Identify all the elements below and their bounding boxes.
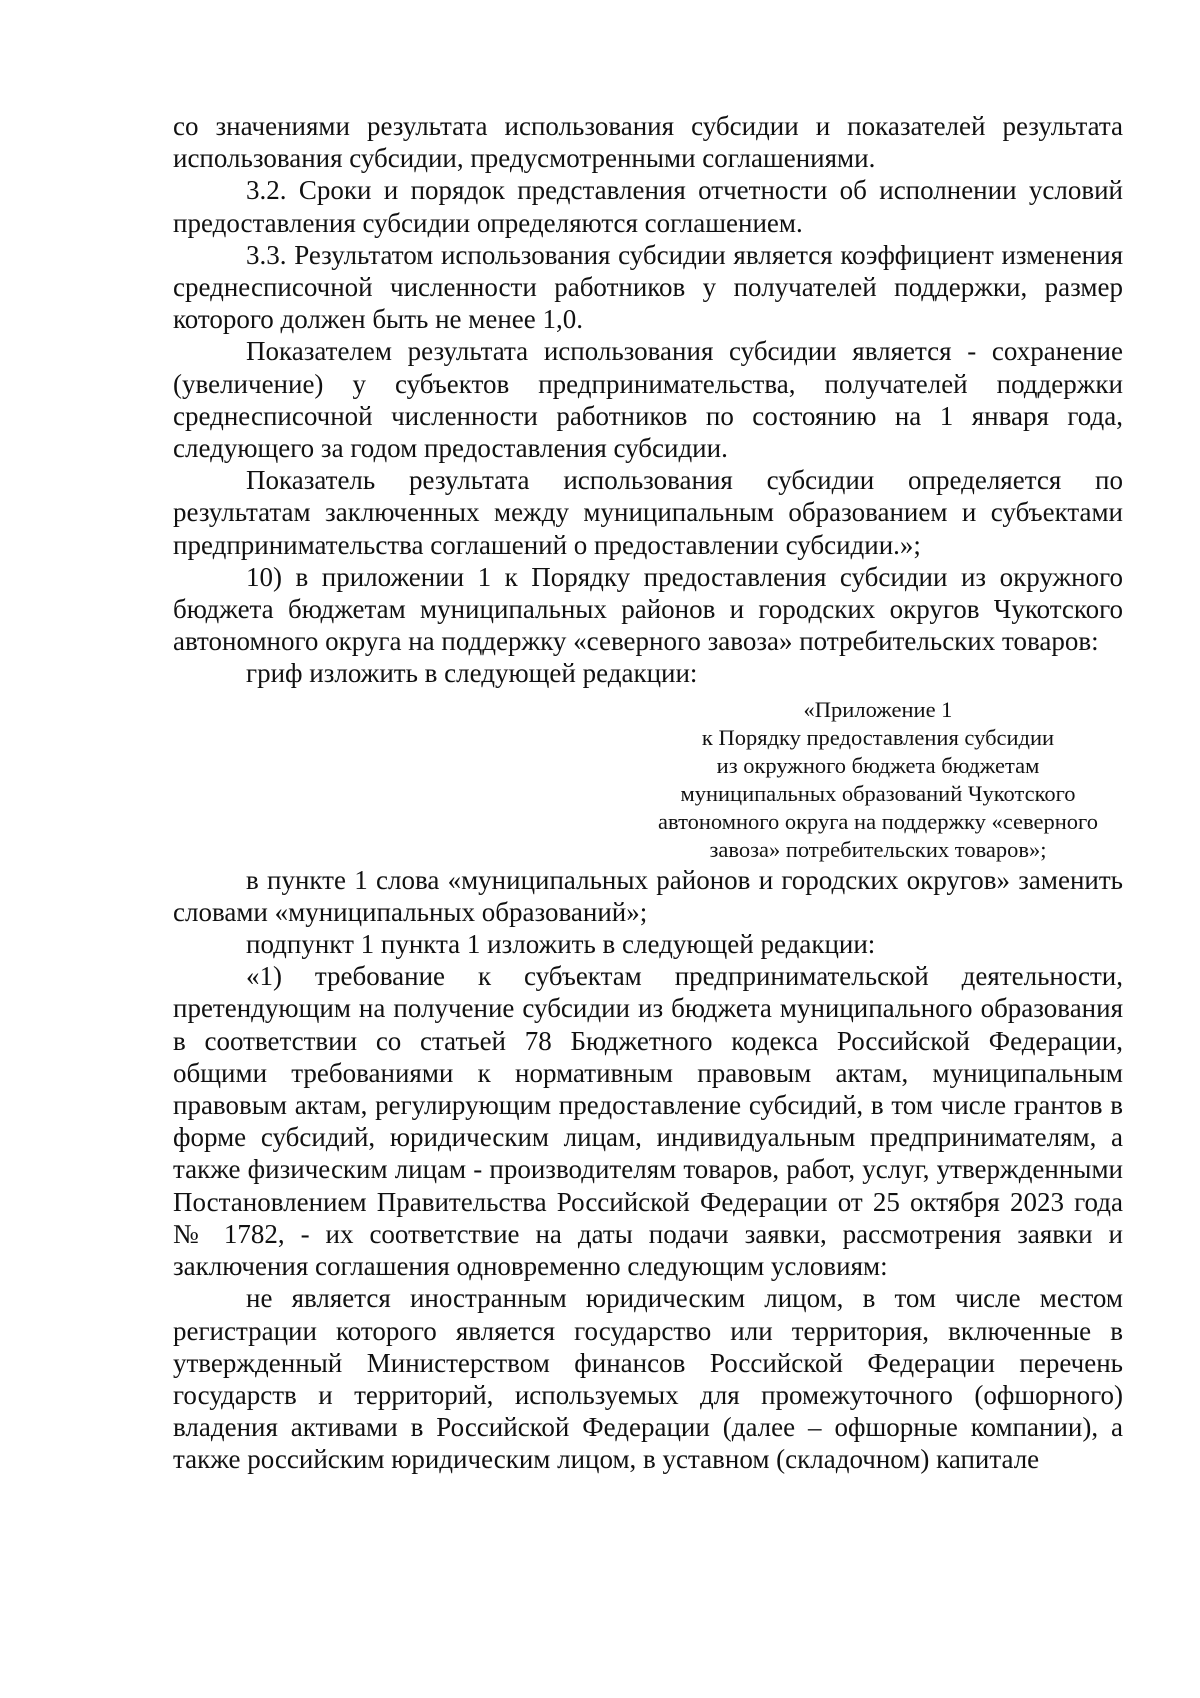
paragraph-1: со значениями результата использования субсидии и показателей результата использования субсидии, предусмотренными соглашениями. <box>173 111 1123 174</box>
grif-line: «Приложение 1 <box>803 696 953 722</box>
grif-line: из окружного бюджета бюджетам <box>716 752 1040 778</box>
grif-line: к Порядку предоставления субсидии <box>701 724 1055 750</box>
document-page <box>173 110 1123 1476</box>
grif-block <box>173 696 1123 864</box>
grif-line: муниципальных образований Чукотского <box>680 780 1076 806</box>
paragraph-indicator-definition: Показатель результата использования субсидии определяется по результатам заключенных между муниципальным образованием и субъектами предпринимательства соглашений о предоставлении субсидии.»; <box>173 465 1123 560</box>
paragraph-grif-intro: гриф изложить в следующей редакции: <box>246 658 698 689</box>
grif-line: завоза» потребительских товаров»; <box>709 836 1047 862</box>
paragraph-3-2: 3.2. Сроки и порядок представления отчетности об исполнении условий предоставления субсидии определяются соглашением. <box>173 175 1123 238</box>
paragraph-item-10: 10) в приложении 1 к Порядку предоставления субсидии из окружного бюджета бюджетам муниципальных районов и городских округов Чукотского автономного округа на поддержку «северного завоза» потребительских товаров: <box>173 561 1123 657</box>
paragraph-point-1-replace: в пункте 1 слова «муниципальных районов и городских округов» заменить словами «муниципальных образований»; <box>173 864 1123 927</box>
paragraph-3-3: 3.3. Результатом использования субсидии является коэффициент изменения среднесписочной численности работников у получателей поддержки, размер которого должен быть не менее 1,0. <box>173 239 1123 335</box>
paragraph-offshore: не является иностранным юридическим лицом, в том числе местом регистрации которого является государство или территория, включенные в утвержденный Министерством финансов Российской Федерации перечень государств и территорий, используемых для промежуточного (офшорного) владения активами в Российской Федерации (далее – офшорные компании), а также российским юридическим лицом, в уставном (складочном) капитале <box>173 1283 1123 1475</box>
paragraph-subpoint-intro: подпункт 1 пункта 1 изложить в следующей редакции: <box>246 929 876 960</box>
paragraph-requirement: «1) требование к субъектам предпринимательской деятельности, претендующим на получение субсидии из бюджета муниципального образования в соответствии со статьей 78 Бюджетного кодекса Российской Федерации, общими требованиями к нормативным правовым актам, муниципальным правовым актам, регулирующим предоставление субсидий, в том числе грантов в форме субсидий, юридическим лицам, индивидуальным предпринимателям, а также физическим лицам - производителям товаров, работ, услуг, утвержденными Постановлением Правительства Российской Федерации от 25 октября 2023 года № 1782, - их соответствие на даты подачи заявки, рассмотрения заявки и заключения соглашения одновременно следующим условиям: <box>173 961 1123 1282</box>
paragraph-indicator: Показателем результата использования субсидии является - сохранение (увеличение) у субъектов предпринимательства, получателей поддержки среднесписочной численности работников по состоянию на 1 января года, следующего за годом предоставления субсидии. <box>173 336 1123 464</box>
grif-line: автономного округа на поддержку «северного <box>658 808 1098 834</box>
